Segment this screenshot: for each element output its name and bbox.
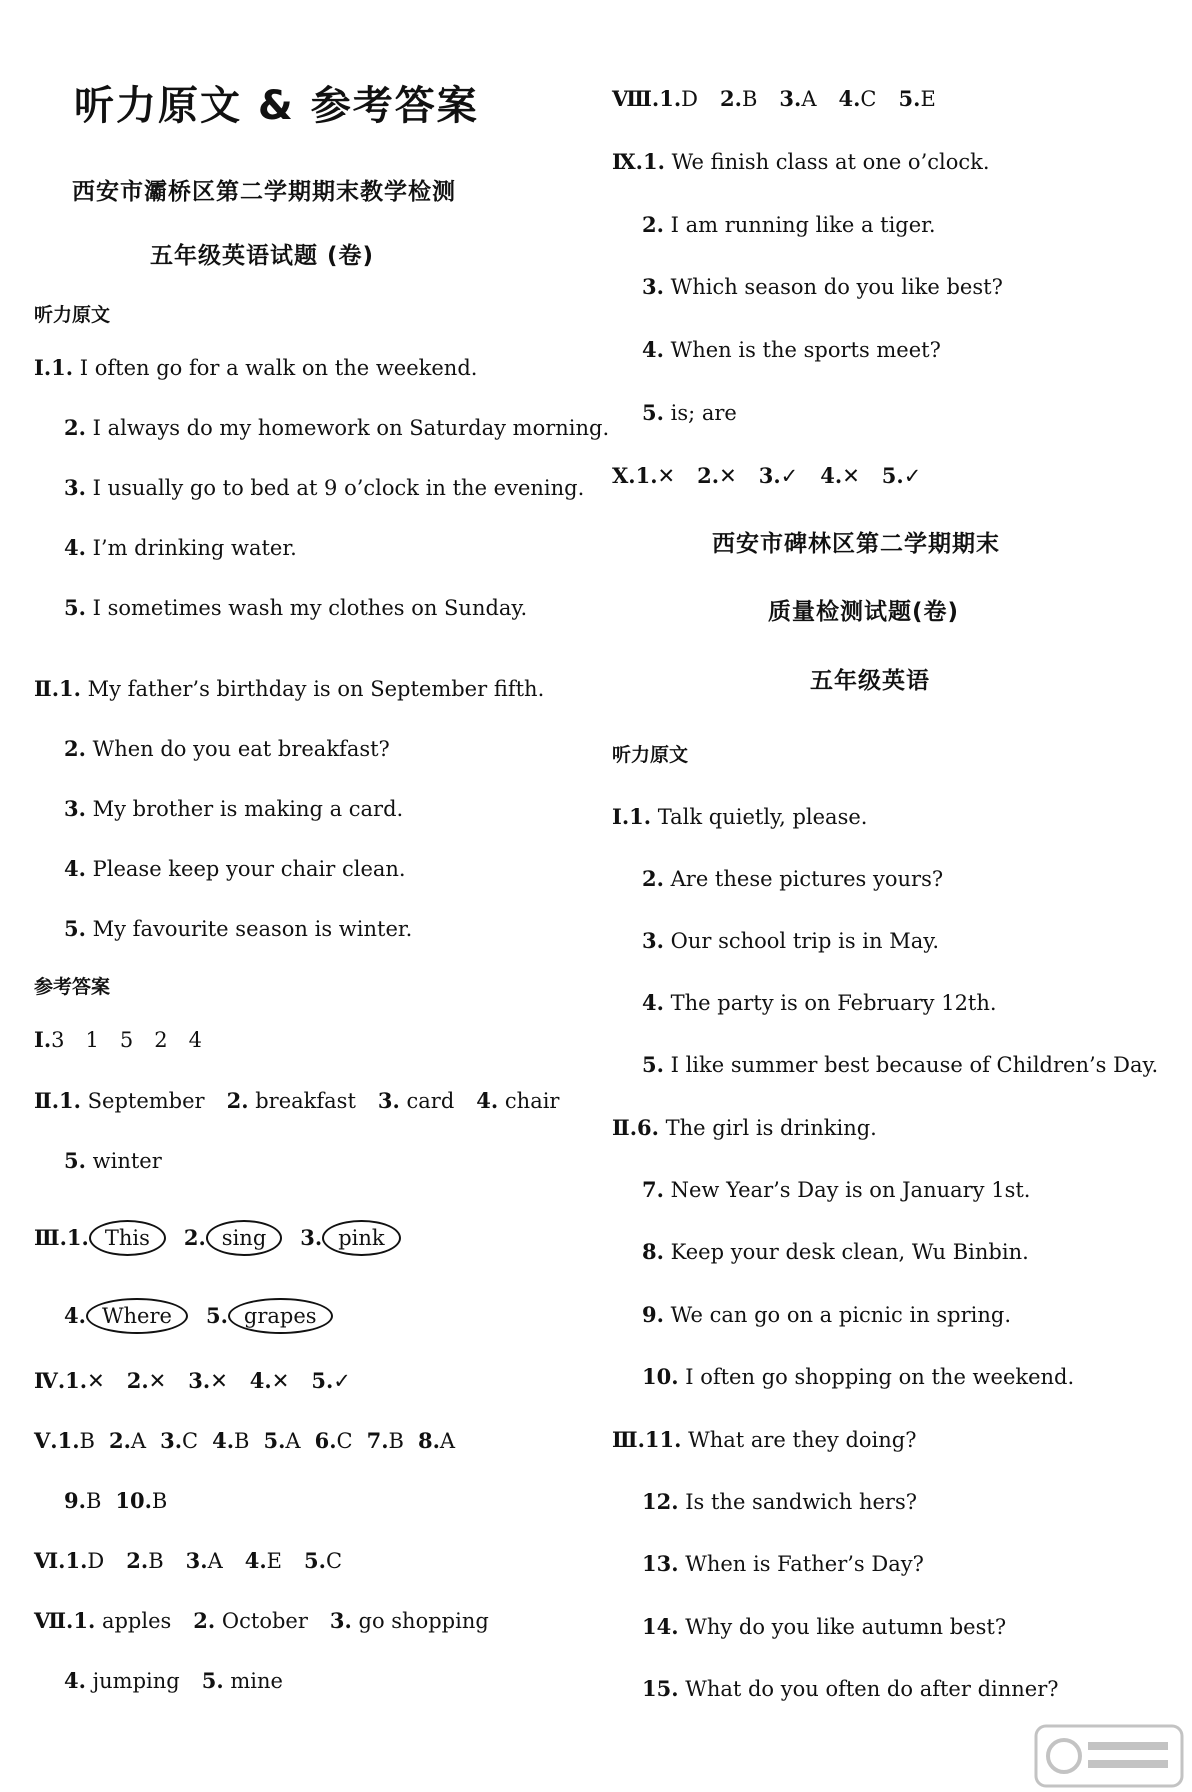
list-item [64,593,527,623]
item-number: 3. [300,1225,323,1250]
list-item [642,1175,1030,1205]
item-number: 1. [59,676,81,701]
item-number: 5. [201,1668,224,1693]
answer-row [34,1086,559,1116]
list-item [64,473,584,503]
item-text: What do you often do after dinner? [685,1677,1059,1701]
answer-text: apples [101,1609,172,1633]
item-number: 4. [249,1368,272,1393]
check-mark: ✓ [780,464,799,488]
answer-text: A [801,87,817,111]
item-number: 5. [642,400,664,425]
answer-text: breakfast [255,1089,356,1113]
item-text: The party is on February 12th. [670,991,997,1015]
item-number: 3. [160,1428,183,1453]
item-number: 2. [64,415,86,440]
answer-text: C [336,1429,353,1453]
answer-text: C [182,1429,199,1453]
answer-row [64,1666,283,1696]
section-subheading-beilin: 质量检测试题(卷) [768,599,960,625]
list-item [642,1237,1029,1267]
item-number: 2. [126,1548,149,1573]
item-number: 2. [697,463,720,488]
section-marker: Ⅷ. [612,86,660,111]
list-item [64,734,390,764]
item-number: 1. [65,1368,88,1393]
item-number: 3. [642,274,664,299]
section-marker: Ⅳ. [34,1368,66,1393]
list-item [64,413,609,443]
section-marker: Ⅱ. [612,1115,638,1140]
item-number: 3. [185,1548,208,1573]
item-number: 1. [51,355,74,380]
item-number: 3. [329,1608,352,1633]
item-text: I usually go to bed at 9 o’clock in the evening. [92,476,585,500]
answer-text: go shopping [358,1609,489,1633]
item-text: I often go shopping on the weekend. [685,1365,1075,1389]
watermark-logo [1034,1724,1184,1788]
section-heading-beilin: 西安市碑林区第二学期期末 [712,531,1000,557]
item-number: 2. [126,1368,149,1393]
list-item [612,147,990,177]
list-item [642,210,936,240]
answer-text: B [151,1489,168,1513]
answer-row [64,1486,167,1516]
list-item [642,1050,1158,1080]
item-number: 4. [244,1548,267,1573]
item-number: 15. [642,1676,679,1701]
item-text: Keep your desk clean, Wu Binbin. [670,1240,1029,1264]
list-item [642,1549,924,1579]
answer-text: B [85,1489,102,1513]
answer-row [612,461,921,491]
answer-row [34,1606,489,1636]
item-number: 5. [642,1052,664,1077]
circled-answer: This [89,1220,166,1256]
answer-text: B [741,87,758,111]
item-text: I always do my homework on Saturday morning. [92,416,610,440]
item-number: 3. [642,928,664,953]
circled-answer: pink [322,1220,400,1256]
item-number: 5. [881,463,904,488]
item-text: When is the sports meet? [670,338,941,362]
item-number: 4. [212,1428,235,1453]
item-number: 3. [64,796,86,821]
list-item [642,926,939,956]
item-number: 4. [64,856,86,881]
item-text: When is Father’s Day? [685,1552,924,1576]
answer-text: C [325,1549,343,1573]
answer-row [34,1426,455,1456]
item-number: 4. [820,463,843,488]
item-number: 6. [314,1428,337,1453]
item-number: 10. [642,1364,679,1389]
item-text: New Year’s Day is on January 1st. [670,1178,1031,1202]
section-marker: Ⅲ. [612,1427,645,1452]
item-number: 8. [417,1428,440,1453]
circled-answer: grapes [228,1298,333,1334]
item-number: 5. [311,1368,334,1393]
item-number: 3. [377,1088,400,1113]
section-marker: Ⅰ. [612,804,630,829]
section-marker: Ⅹ. [612,463,636,488]
list-item [642,398,737,428]
list-item [64,794,403,824]
cross-mark: ✕ [657,464,676,488]
item-number: 4. [64,535,86,560]
item-number: 5. [263,1428,286,1453]
item-text: Which season do you like best? [670,275,1003,299]
item-number: 1. [66,1225,89,1250]
item-number: 4. [642,990,664,1015]
section-marker: Ⅵ. [34,1548,66,1573]
item-number: 1. [59,1088,81,1113]
item-number: 8. [642,1239,664,1264]
item-text: We can go on a picnic in spring. [670,1303,1012,1327]
item-number: 14. [642,1614,679,1639]
section-grade-heading: 五年级英语 [810,668,930,694]
list-item [64,533,297,563]
answer-text: B [234,1429,250,1453]
item-number: 9. [64,1488,86,1513]
list-item [642,1362,1074,1392]
list-item [642,272,1003,302]
list-item [642,1612,1006,1642]
answer-text: jumping [92,1669,180,1693]
item-number: 1. [73,1608,96,1633]
item-text: I’m drinking water. [92,536,297,560]
answer-row [34,1546,342,1576]
item-number: 2. [183,1225,206,1250]
item-number: 1. [659,86,682,111]
page-title: 听力原文 & 参考答案 [74,83,479,129]
cross-mark: ✕ [148,1369,167,1393]
item-text: I sometimes wash my clothes on Sunday. [92,596,528,620]
list-item [612,1425,917,1455]
list-item [642,864,943,894]
answers-label: 参考答案 [34,976,111,998]
item-number: 2. [642,212,664,237]
answer-text: chair [504,1089,560,1113]
answer-text: B [388,1429,404,1453]
section-marker: Ⅰ. [34,1027,52,1052]
item-number: 12. [642,1489,679,1514]
section-marker: Ⅱ. [34,1088,60,1113]
section-marker: Ⅰ. [34,355,52,380]
answer-text: October [221,1609,308,1633]
section-heading-baqiao: 西安市灞桥区第二学期期末教学检测 [72,179,456,205]
listening-label: 听力原文 [612,744,689,766]
cross-mark: ✕ [271,1369,290,1393]
item-number: 4. [64,1668,86,1693]
answer-row [64,1298,351,1334]
item-number: 1. [642,149,665,174]
item-text: My brother is making a card. [92,797,404,821]
check-mark: ✓ [903,464,922,488]
item-number: 1. [57,1428,80,1453]
answer-text: A [439,1429,456,1453]
answer-row [612,84,936,114]
item-number: 6. [637,1115,659,1140]
item-text: Talk quietly, please. [657,805,868,829]
item-number: 7. [642,1177,664,1202]
answer-text: C [860,87,877,111]
item-number: 5. [64,1148,86,1173]
item-number: 2. [642,866,664,891]
item-text: My father’s birthday is on September fifth. [87,677,545,701]
item-number: 4. [64,1303,86,1328]
item-number: 5. [898,86,921,111]
item-number: 4. [642,337,664,362]
answer-text: D [681,87,698,111]
item-number: 5. [64,595,86,620]
section-marker: Ⅱ. [34,676,60,701]
item-number: 2. [108,1428,131,1453]
list-item [612,802,867,832]
answer-text: B [79,1429,95,1453]
answer-text: A [130,1429,147,1453]
item-number: 2. [193,1608,216,1633]
item-number: 3. [64,475,86,500]
item-text: When do you eat breakfast? [92,737,390,761]
list-item [642,1674,1059,1704]
circled-answer: Where [86,1298,188,1334]
item-text: What are they doing? [688,1428,917,1452]
answer-text: D [87,1549,105,1573]
item-number: 9. [642,1302,664,1327]
answer-text: winter [92,1149,162,1173]
item-number: 7. [366,1428,389,1453]
item-number: 3. [188,1368,211,1393]
item-number: 2. [720,86,742,111]
cross-mark: ✕ [842,464,860,488]
item-number: 5. [205,1303,228,1328]
cross-mark: ✕ [719,464,737,488]
cross-mark: ✕ [87,1369,105,1393]
answer-text: E [266,1549,283,1573]
item-text: Please keep your chair clean. [92,857,406,881]
item-text: I like summer best because of Children’s Day. [670,1053,1159,1077]
section-marker: Ⅶ. [34,1608,74,1633]
item-number: 2. [64,736,86,761]
item-number: 1. [629,804,652,829]
item-number: 3. [779,86,802,111]
item-text: I often go for a walk on the weekend. [79,356,478,380]
section-marker: Ⅸ. [612,149,643,174]
list-item [34,353,477,383]
item-number: 4. [476,1088,499,1113]
cross-mark: ✕ [210,1369,228,1393]
item-number: 3. [758,463,781,488]
section-marker: Ⅴ. [34,1428,58,1453]
answer-text: E [920,87,936,111]
list-item [642,1300,1011,1330]
item-text: We finish class at one o’clock. [671,150,990,174]
answer-text: card [406,1089,455,1113]
list-item [64,914,412,944]
item-number: 1. [65,1548,88,1573]
item-text: Why do you like autumn best? [685,1615,1007,1639]
item-number: 4. [838,86,861,111]
answer-text: September [87,1089,205,1113]
circled-answer: sing [206,1220,282,1256]
list-item [642,988,997,1018]
item-text: is; are [670,401,737,425]
item-number: 5. [304,1548,326,1573]
item-number: 5. [64,916,86,941]
answer-text: A [207,1549,223,1573]
section-marker: Ⅲ. [34,1225,67,1250]
list-item [612,1113,877,1143]
list-item [642,335,941,365]
answer-sequence: 3 1 5 2 4 [51,1028,202,1052]
listening-label: 听力原文 [34,304,111,326]
item-text: Our school trip is in May. [670,929,939,953]
answer-text: A [285,1429,301,1453]
answer-row [34,1366,351,1396]
answer-row [34,1025,202,1055]
item-text: Is the sandwich hers? [685,1490,917,1514]
item-text: My favourite season is winter. [92,917,413,941]
section-subheading-baqiao: 五年级英语试题 (卷) [150,243,375,269]
item-number: 2. [226,1088,249,1113]
list-item [642,1487,917,1517]
item-number: 10. [115,1488,152,1513]
item-number: 11. [644,1427,682,1452]
list-item [34,674,544,704]
answer-text: B [148,1549,164,1573]
item-text: I am running like a tiger. [670,213,936,237]
item-number: 1. [635,463,658,488]
answer-row [64,1146,162,1176]
check-mark: ✓ [333,1369,351,1393]
item-text: The girl is drinking. [665,1116,877,1140]
answer-row [34,1220,419,1256]
item-text: Are these pictures yours? [670,867,944,891]
item-number: 13. [642,1551,679,1576]
answer-text: mine [230,1669,283,1693]
list-item [64,854,406,884]
